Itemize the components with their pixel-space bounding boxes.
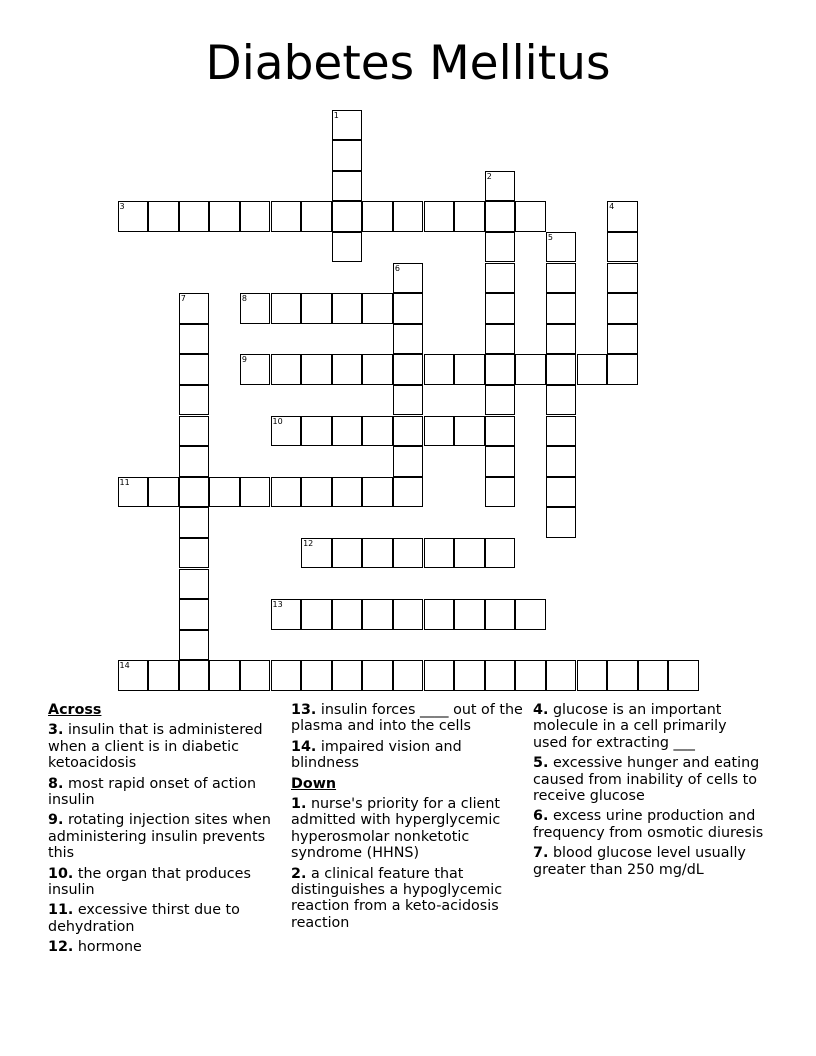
crossword-cell[interactable] [607, 660, 638, 691]
clue-across-3 [48, 722, 280, 771]
crossword-cell[interactable] [332, 416, 363, 447]
crossword-cell[interactable] [240, 201, 271, 232]
crossword-cell[interactable] [607, 293, 638, 324]
crossword-cell[interactable] [362, 660, 393, 691]
clue-number: 5. [533, 755, 549, 772]
crossword-cell[interactable] [332, 354, 363, 385]
down-heading: Down [291, 775, 337, 792]
clue-text: excess urine production and frequency from osmotic diuresis [533, 808, 764, 841]
crossword-cell[interactable] [546, 446, 577, 477]
crossword-cell[interactable] [240, 354, 271, 385]
crossword-cell[interactable] [424, 538, 455, 569]
crossword-cell[interactable] [179, 507, 210, 538]
clue-across-11 [48, 902, 280, 935]
crossword-cell[interactable] [546, 416, 577, 447]
crossword-cell[interactable] [179, 569, 210, 600]
clue-text: excessive hunger and eating caused from inability of cells to receive glucose [533, 755, 760, 805]
crossword-cell[interactable] [424, 354, 455, 385]
crossword-cell[interactable] [485, 477, 516, 508]
clue-across-13 [291, 702, 523, 735]
cell-number: 14 [119, 661, 130, 671]
crossword-cell[interactable] [332, 201, 363, 232]
crossword-cell[interactable] [546, 385, 577, 416]
crossword-cell[interactable] [424, 660, 455, 691]
crossword-cell[interactable] [179, 446, 210, 477]
clue-down-5 [533, 755, 765, 804]
crossword-cell[interactable] [546, 354, 577, 385]
crossword-cell[interactable] [485, 385, 516, 416]
crossword-cell[interactable] [362, 599, 393, 630]
clue-number: 11. [48, 902, 74, 919]
clue-number: 1. [291, 796, 307, 813]
clue-across-9 [48, 812, 280, 861]
crossword-cell[interactable] [393, 201, 424, 232]
crossword-cell[interactable] [454, 354, 485, 385]
crossword-cell[interactable] [546, 477, 577, 508]
clue-text: nurse's priority for a client admitted with hyperglycemic hyperosmolar nonketotic syndrome (HHNS) [291, 796, 501, 862]
crossword-cell[interactable] [301, 293, 332, 324]
cell-number: 4 [609, 202, 615, 212]
cell-number: 12 [303, 538, 314, 548]
crossword-cell[interactable] [577, 354, 608, 385]
crossword-cell[interactable] [332, 660, 363, 691]
crossword-cell[interactable] [209, 660, 240, 691]
crossword-cell[interactable] [515, 354, 546, 385]
crossword-cell[interactable] [179, 660, 210, 691]
crossword-cell[interactable] [301, 538, 332, 569]
crossword-cell[interactable] [668, 660, 699, 691]
clue-number: 3. [48, 722, 64, 739]
crossword-cell[interactable] [148, 477, 179, 508]
crossword-cell[interactable] [179, 416, 210, 447]
clue-number: 8. [48, 775, 64, 792]
crossword-cell[interactable] [332, 477, 363, 508]
crossword-cell[interactable] [118, 477, 149, 508]
crossword-cell[interactable] [148, 201, 179, 232]
crossword-cell[interactable] [485, 171, 516, 202]
cell-number: 9 [241, 355, 247, 365]
crossword-cell[interactable] [577, 660, 608, 691]
crossword-cell[interactable] [240, 660, 271, 691]
crossword-cell[interactable] [393, 416, 424, 447]
crossword-cell[interactable] [301, 599, 332, 630]
crossword-cell[interactable] [240, 477, 271, 508]
crossword-cell[interactable] [179, 477, 210, 508]
crossword-cell[interactable] [271, 477, 302, 508]
cell-number: 3 [119, 202, 125, 212]
clue-text: glucose is an important molecule in a cell primarily used for extracting ___ [533, 702, 727, 751]
crossword-cell[interactable] [179, 538, 210, 569]
crossword-cell[interactable] [179, 293, 210, 324]
clue-text: a clinical feature that distinguishes a hypoglycemic reaction from a keto-acidosis reaction [291, 865, 503, 931]
crossword-cell[interactable] [332, 171, 363, 202]
crossword-cell[interactable] [301, 416, 332, 447]
crossword-cell[interactable] [546, 507, 577, 538]
cell-number: 7 [180, 294, 186, 304]
clue-down-1 [291, 796, 523, 862]
crossword-cell[interactable] [179, 201, 210, 232]
crossword-cell[interactable] [209, 201, 240, 232]
cell-number: 5 [547, 232, 553, 242]
crossword-cell[interactable] [485, 660, 516, 691]
crossword-cell[interactable] [393, 599, 424, 630]
crossword-cell[interactable] [454, 599, 485, 630]
crossword-cell[interactable] [607, 324, 638, 355]
clue-across-14 [291, 739, 523, 772]
crossword-cell[interactable] [393, 477, 424, 508]
crossword-cell[interactable] [607, 354, 638, 385]
crossword-cell[interactable] [301, 201, 332, 232]
crossword-cell[interactable] [209, 477, 240, 508]
crossword-cell[interactable] [546, 232, 577, 263]
clue-text: blood glucose level usually greater than 250 mg/dL [533, 845, 746, 878]
crossword-cell[interactable] [393, 385, 424, 416]
crossword-cell[interactable] [424, 416, 455, 447]
crossword-cell[interactable] [240, 293, 271, 324]
crossword-cell[interactable] [271, 354, 302, 385]
crossword-cell[interactable] [332, 599, 363, 630]
crossword-cell[interactable] [638, 660, 669, 691]
crossword-cell[interactable] [485, 538, 516, 569]
crossword-cell[interactable] [271, 293, 302, 324]
crossword-cell[interactable] [362, 416, 393, 447]
crossword-cell[interactable] [362, 538, 393, 569]
crossword-cell[interactable] [546, 263, 577, 294]
crossword-cell[interactable] [424, 201, 455, 232]
crossword-cell[interactable] [454, 416, 485, 447]
clue-number: 9. [48, 812, 64, 829]
crossword-cell[interactable] [271, 599, 302, 630]
crossword-cell[interactable] [148, 660, 179, 691]
crossword-cell[interactable] [271, 660, 302, 691]
cell-number: 13 [272, 600, 283, 610]
clue-down-7 [533, 845, 765, 878]
clue-down-2 [291, 866, 523, 932]
crossword-cell[interactable] [179, 630, 210, 661]
crossword-cell[interactable] [546, 660, 577, 691]
crossword-cell[interactable] [424, 599, 455, 630]
crossword-cell[interactable] [485, 599, 516, 630]
crossword-cell[interactable] [332, 140, 363, 171]
crossword-cell[interactable] [271, 416, 302, 447]
clue-number: 14. [291, 738, 317, 755]
crossword-cell[interactable] [607, 263, 638, 294]
crossword-cell[interactable] [485, 324, 516, 355]
clue-number: 13. [291, 702, 317, 718]
crossword-cell[interactable] [362, 477, 393, 508]
cell-number: 2 [486, 171, 492, 181]
crossword-cell[interactable] [546, 324, 577, 355]
crossword-cell[interactable] [485, 263, 516, 294]
clue-number: 4. [533, 702, 549, 718]
crossword-cell[interactable] [546, 293, 577, 324]
crossword-cell[interactable] [393, 538, 424, 569]
crossword-cell[interactable] [393, 263, 424, 294]
cell-number: 10 [272, 416, 283, 426]
crossword-cell[interactable] [301, 660, 332, 691]
crossword-cell[interactable] [454, 538, 485, 569]
cell-number: 8 [241, 294, 247, 304]
clue-text: insulin that is administered when a client is in diabetic ketoacidosis [48, 722, 263, 772]
clue-text: the organ that produces insulin [48, 865, 251, 899]
crossword-cell[interactable] [515, 599, 546, 630]
across-heading: Across [48, 702, 102, 718]
crossword-cell[interactable] [454, 201, 485, 232]
clue-text: insulin forces ____ out of the plasma and into the cells [291, 702, 523, 735]
puzzle-title: Diabetes Mellitus [205, 36, 611, 91]
crossword-cell[interactable] [271, 201, 302, 232]
crossword-cell[interactable] [332, 538, 363, 569]
crossword-cell[interactable] [485, 416, 516, 447]
crossword-cell[interactable] [607, 232, 638, 263]
crossword-cell[interactable] [393, 660, 424, 691]
crossword-cell[interactable] [118, 201, 149, 232]
crossword-cell[interactable] [332, 110, 363, 141]
crossword-cell[interactable] [179, 599, 210, 630]
clue-down-6 [533, 808, 765, 841]
clue-text: excessive thirst due to dehydration [48, 902, 240, 935]
crossword-cell[interactable] [362, 201, 393, 232]
crossword-cell[interactable] [118, 660, 149, 691]
crossword-cell[interactable] [179, 354, 210, 385]
crossword-cell[interactable] [485, 232, 516, 263]
cell-number: 1 [333, 110, 339, 120]
crossword-cell[interactable] [485, 201, 516, 232]
crossword-cell[interactable] [393, 293, 424, 324]
clue-number: 6. [533, 808, 549, 825]
cell-number: 11 [119, 477, 130, 487]
crossword-cell[interactable] [393, 354, 424, 385]
crossword-cell[interactable] [393, 446, 424, 477]
clue-number: 10. [48, 865, 74, 882]
clue-across-8 [48, 776, 280, 809]
clue-column-2 [291, 700, 523, 935]
crossword-cell[interactable] [393, 324, 424, 355]
clue-text: impaired vision and blindness [291, 738, 462, 772]
crossword-cell[interactable] [362, 354, 393, 385]
clue-number: 12. [48, 939, 74, 956]
crossword-cell[interactable] [607, 201, 638, 232]
clue-column-1 [48, 700, 280, 960]
crossword-cell[interactable] [301, 354, 332, 385]
clue-column-3 [533, 700, 765, 882]
clue-number: 7. [533, 845, 549, 862]
crossword-cell[interactable] [485, 293, 516, 324]
clue-text: rotating injection sites when administering insulin prevents this [48, 812, 271, 862]
clue-number: 2. [291, 865, 307, 882]
crossword-cell[interactable] [485, 446, 516, 477]
clue-text: hormone [77, 939, 142, 956]
crossword-cell[interactable] [362, 293, 393, 324]
clue-text: most rapid onset of action insulin [48, 775, 257, 809]
crossword-cell[interactable] [515, 660, 546, 691]
crossword-cell[interactable] [332, 293, 363, 324]
crossword-cell[interactable] [454, 660, 485, 691]
crossword-cell[interactable] [179, 324, 210, 355]
crossword-cell[interactable] [301, 477, 332, 508]
cell-number: 6 [394, 263, 400, 273]
crossword-cell[interactable] [485, 354, 516, 385]
clue-down-4 [533, 702, 765, 751]
crossword-cell[interactable] [179, 385, 210, 416]
clue-across-10 [48, 866, 280, 899]
clue-across-12 [48, 939, 280, 955]
crossword-cell[interactable] [515, 201, 546, 232]
crossword-cell[interactable] [332, 232, 363, 263]
